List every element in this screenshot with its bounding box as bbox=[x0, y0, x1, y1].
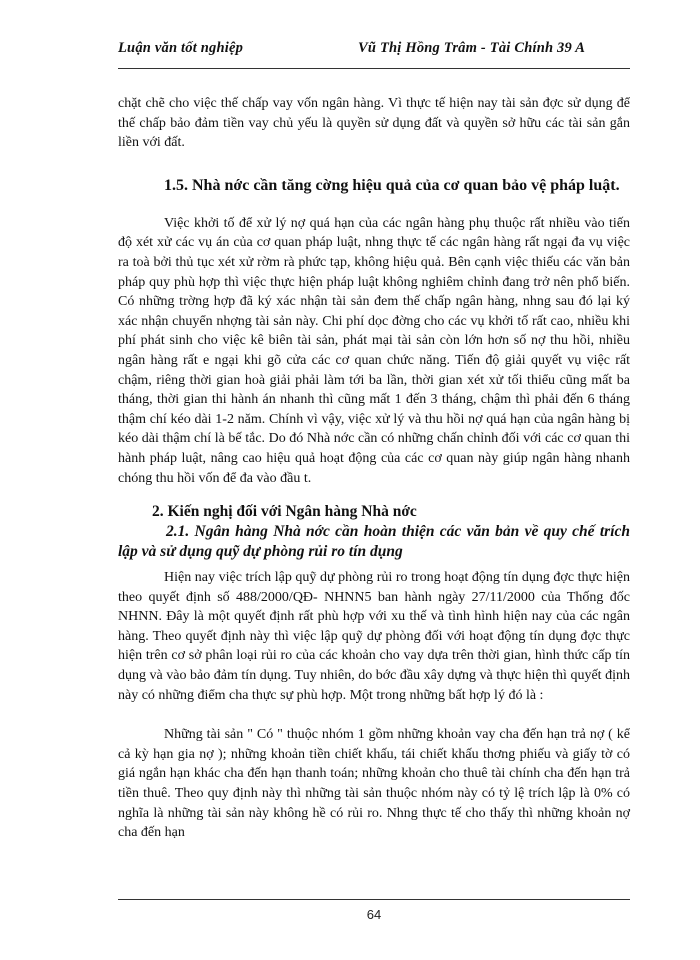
footer-rule bbox=[118, 899, 630, 900]
paragraph-group-1-assets: Những tài sản " Có " thuộc nhóm 1 gồm những khoản vay cha đến hạn trả nợ ( kể cả kỳ hạn gia nợ ); những khoản tiền chiết khấu, tái chiết khấu thơng phiếu và giấy tờ có giá ngắn hạn khác cha đến hạn thanh toán; những khoản cho thuê tài chính cha đến hạn trả tiền thuê. Theo quy định này thì những tài sản thuộc nhóm này có tỷ lệ trích lập là 0% có nghĩa là những tài sản này không hề có rủi ro. Nhng thực tế cho thấy thì những khoản nợ cha đến hạn bbox=[118, 727, 630, 841]
section-heading-2: 2. Kiến nghị đối với Ngân hàng Nhà nớc bbox=[152, 503, 417, 521]
section-heading-1-5: 1.5. Nhà nớc cần tăng cờng hiệu quả của cơ quan bảo vệ pháp luật. bbox=[164, 176, 620, 194]
header-rule bbox=[118, 68, 630, 69]
paragraph-legal-agencies: Việc khởi tố để xử lý nợ quá hạn của các ngân hàng phụ thuộc rất nhiều vào tiến độ xét xử các vụ án của cơ quan pháp luật, nhng thực tế các ngân hàng rất ngại đa vụ việc ra toà bởi thủ tục xét xử rờm rà phức tạp, không hiệu quả. Bên cạnh việc thiếu các văn bản pháp quy phù hợp thì việc thực hiện pháp luật không nghiêm chỉnh đang trở nên phổ biến. Có những trờng hợp đã ký xác nhận tài sản đem thế chấp ngân hàng, nhng sau đó lại ký xác nhận chuyển nhợng tài sản này. Chi phí dọc đờng cho các vụ khởi tố rất cao, nhiều khi phí phát sinh cho việc kê biên tài sản, phát mại tài sản còn lớn hơn số nợ thu hồi, nhiều ngân hàng rất e ngại khi gõ cửa các cơ quan chức năng. Tiến độ giải quyết vụ việc rất chậm, riêng thời gian hoà giải phải làm tới ba lần, thời gian xét xử tối thiểu cũng mất ba tháng, thời gian thi hành án nhanh thì cũng mất 1 đến 3 tháng, chậm thì phải đến 6 tháng thậm chí kéo dài 1-2 năm. Chính vì vậy, việc xử lý và thu hồi nợ quá hạn của ngân hàng bị kéo dài thậm chí là bế tắc. Do đó Nhà nớc cần có những chấn chỉnh đối với các cơ quan thi hành pháp luật, nâng cao hiệu quả hoạt động của các cơ quan này giúp ngân hàng nhanh chóng thu hồi vốn để đa vào đầu t. bbox=[118, 215, 630, 486]
paragraph-provision-fund: Hiện nay việc trích lập quỹ dự phòng rủi ro trong hoạt động tín dụng đợc thực hiện theo quyết định số 488/2000/QĐ- NHNN5 ban hành ngày 27/11/2000 của Thống đốc NHNN. Đây là một quyết định rất phù hợp với xu thế và tình hình hiện nay của các ngân hàng. Theo quyết định này thì việc lập quỹ dự phòng đối với hoạt động tín dụng đợc thực hiện trên cơ sở phân loại rủi ro của các khoản cho vay dựa trên thời gian, hình thức cấp tín dụng và vào bảo đảm tín dụng. Tuy nhiên, do bớc đầu xây dựng và thực hiện thì quyết định này có những điểm cha thực sự phù hợp. Một trong những bất hợp lý đó là : bbox=[118, 570, 630, 703]
header-thesis-title: Luận văn tốt nghiệp bbox=[118, 40, 244, 56]
document-body bbox=[118, 94, 630, 843]
page-header bbox=[118, 40, 630, 62]
paragraph-continued: chặt chẽ cho việc thế chấp vay vốn ngân hàng. Vì thực tế hiện nay tài sản đợc sử dụng để thế chấp bảo đảm tiền vay chủ yếu là quyền sử dụng đất và quyền sở hữu các tài sản gắn liền với đất. bbox=[118, 96, 630, 151]
header-author: Vũ Thị Hồng Trâm - Tài Chính 39 A bbox=[358, 40, 586, 56]
section-heading-2-1: 2.1. Ngân hàng Nhà nớc cần hoàn thiện các văn bản về quy chế trích lập và sử dụng quỹ dự phòng rủi ro tín dụng bbox=[118, 523, 630, 561]
page-number: 64 bbox=[366, 907, 382, 922]
